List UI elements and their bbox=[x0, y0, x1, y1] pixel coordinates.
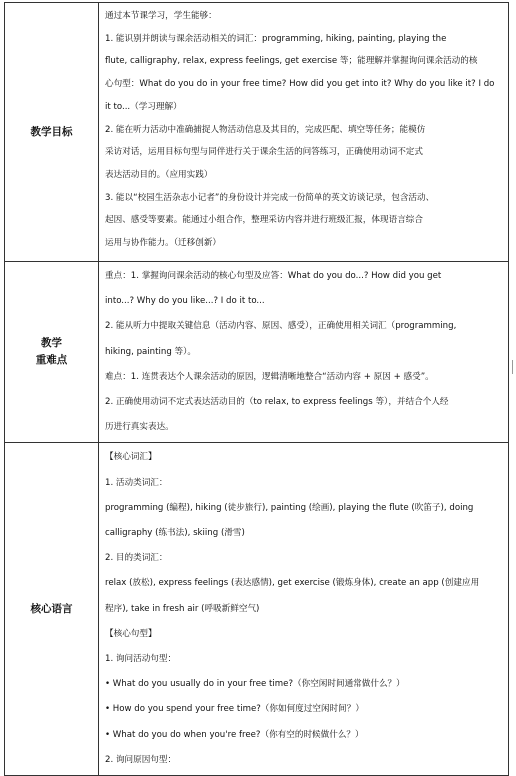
page-edge-marker bbox=[512, 360, 516, 374]
content-line: • What do you usually do in your free time?（你空闲时间通常做什么？） bbox=[105, 679, 405, 690]
content-line: 表达活动目的。（应用实践） bbox=[105, 169, 213, 180]
label-text: 教学 bbox=[41, 337, 62, 350]
content-line: 重点：1. 掌握询问课余活动的核心句型及应答：What do you do...? How did you get bbox=[105, 271, 442, 281]
content-line: • What do you do when you're free?（你有空的时候做什么？） bbox=[105, 729, 364, 740]
row-label bbox=[5, 262, 99, 443]
content-line: programming (编程), hiking (徒步旅行), painting (绘画), playing the flute (吹笛子), doing bbox=[105, 502, 474, 513]
content-line: 【核心句型】 bbox=[105, 628, 157, 639]
row-content bbox=[99, 262, 509, 443]
content-line: 1. 能识别并朗读与课余活动相关的词汇：programming, hiking, painting, playing the bbox=[105, 33, 447, 44]
row-key-difficult-points bbox=[5, 262, 509, 443]
content-line: 采访对话，运用目标句型与同伴进行关于课余生活的问答练习，正确使用动词不定式 bbox=[105, 147, 423, 158]
content-line: 2. 正确使用动词不定式表达活动目的（to relax, to express feelings 等），并结合个人经 bbox=[105, 397, 449, 408]
content-line: 起因、感受等要素。能通过小组合作，整理采访内容并进行班级汇报，体现语言综合 bbox=[105, 215, 423, 226]
content-line: 1. 询问活动句型： bbox=[105, 654, 177, 665]
content-line: relax (放松), express feelings (表达感情), get exercise (锻炼身体), create an app (创建应用 bbox=[105, 578, 480, 589]
label-text: 重难点 bbox=[35, 354, 68, 367]
row-label bbox=[5, 3, 99, 262]
content-line: 历进行真实表达。 bbox=[105, 422, 174, 433]
content-line: 2. 目的类词汇： bbox=[105, 553, 168, 564]
content-line: 2. 能从听力中提取关键信息（活动内容、原因、感受），正确使用相关词汇（programming, bbox=[105, 321, 457, 332]
content-line: 通过本节课学习，学生能够： bbox=[105, 11, 217, 21]
lesson-plan-table bbox=[4, 2, 509, 776]
row-content bbox=[99, 3, 509, 262]
content-line: 难点：1. 连贯表达个人课余活动的原因，逻辑清晰地整合“活动内容 + 原因 + 感受”。 bbox=[105, 371, 434, 382]
content-line: flute, calligraphy, relax, express feelings, get exercise 等；能理解并掌握询问课余活动的核 bbox=[105, 56, 478, 67]
row-content bbox=[99, 443, 509, 776]
content-line: 【核心词汇】 bbox=[105, 452, 157, 463]
content-line: 2. 能在听力活动中准确捕捉人物活动信息及其目的，完成匹配、填空等任务；能模仿 bbox=[105, 124, 426, 135]
row-teaching-objectives bbox=[5, 3, 509, 262]
content-line: 2. 询问原因句型： bbox=[105, 754, 177, 765]
content-line: calligraphy (练书法), skiing (滑雪) bbox=[105, 528, 245, 539]
content-line: into...? Why do you like...? I do it to... bbox=[105, 296, 265, 307]
label-text: 教学目标 bbox=[30, 125, 73, 138]
content-line: it to...（学习理解） bbox=[105, 101, 182, 112]
content-line: 运用与协作能力。（迁移创新） bbox=[105, 238, 222, 249]
content-line: 3. 能以“校园生活杂志小记者”的身份设计并完成一份简单的英文访谈记录，包含活动、 bbox=[105, 192, 435, 203]
row-core-language bbox=[5, 443, 509, 776]
content-line: 心句型：What do you do in your free time? How did you get into it? Why do you like it? I do bbox=[105, 79, 495, 90]
content-line: • How do you spend your free time?（你如何度过空闲时间？） bbox=[105, 704, 364, 715]
row-label bbox=[5, 443, 99, 776]
label-text: 核心语言 bbox=[30, 602, 73, 615]
content-line: hiking, painting 等）。 bbox=[105, 346, 196, 357]
content-line: 程序), take in fresh air (呼吸新鲜空气) bbox=[105, 603, 260, 614]
content-line: 1. 活动类词汇： bbox=[105, 477, 168, 488]
